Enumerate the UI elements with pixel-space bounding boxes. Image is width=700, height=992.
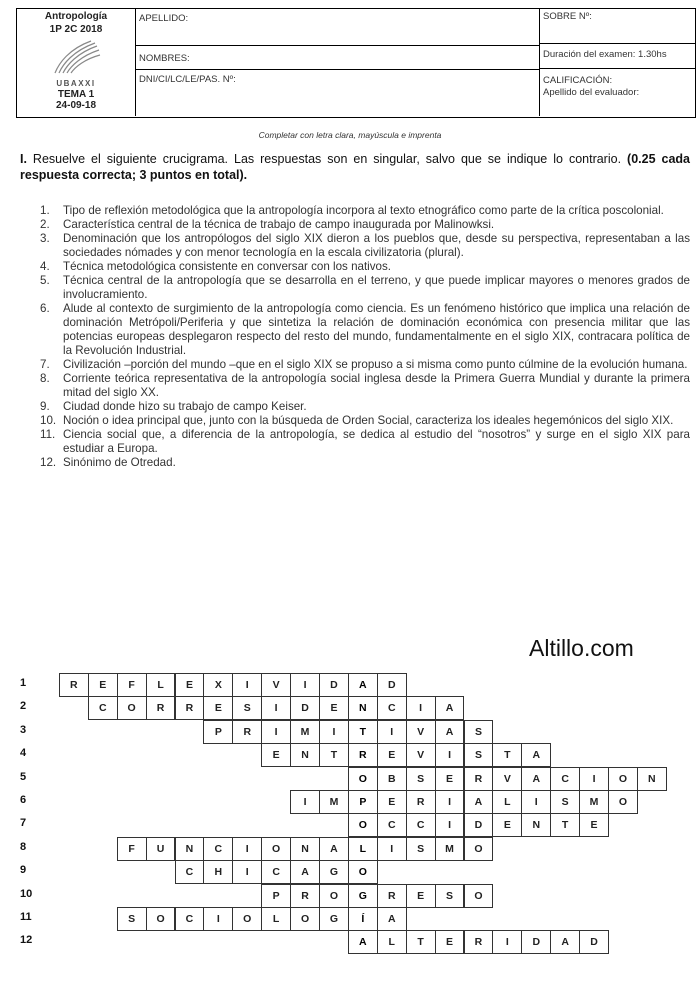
crossword-cell[interactable]: I [319, 720, 349, 744]
crossword-cell[interactable]: A [319, 837, 349, 861]
crossword-key-cell[interactable]: O [348, 813, 378, 837]
clue-text: Técnica central de la antropología que se desarrolla en el terreno, y que puede implicar mayores o menores grados de involucramiento. [63, 274, 690, 301]
clue-number: 3. [40, 232, 50, 245]
crossword-cell[interactable]: P [203, 720, 233, 744]
crossword-cell[interactable]: C [203, 837, 233, 861]
crossword-cell[interactable]: S [550, 790, 580, 814]
crossword-cell[interactable]: T [319, 743, 349, 767]
clue-item [40, 456, 690, 470]
crossword-cell[interactable]: R [290, 884, 320, 908]
nombres-label: NOMBRES: [139, 53, 190, 64]
crossword-cell[interactable]: R [146, 696, 176, 720]
crossword-cell[interactable]: U [146, 837, 176, 861]
crossword-cell[interactable]: G [319, 860, 349, 884]
clue-number: 4. [40, 260, 50, 273]
crossword-row-number: 7 [20, 817, 27, 830]
clue-item [40, 232, 690, 260]
crossword-cell[interactable]: C [377, 696, 407, 720]
crossword-key-cell[interactable]: L [348, 837, 378, 861]
clue-list [40, 204, 690, 470]
crossword-cell[interactable]: F [117, 673, 147, 697]
clue-text: Denominación que los antropólogos del siglo XIX dieron a los pueblos que, desde su perspectiva, representaban a las sociedades nómades y con menor tecnología en la escala civilizatoria (plural). [63, 232, 690, 259]
crossword-cell[interactable]: C [175, 860, 205, 884]
clue-number: 2. [40, 218, 50, 231]
clue-text: Civilización –porción del mundo –que en el siglo XIX se propuso a si misma como punto cúlmine de la evolución humana. [63, 358, 688, 371]
clue-item [40, 372, 690, 400]
crossword-row-number: 9 [20, 864, 27, 877]
exam-header [16, 8, 696, 118]
crossword-cell[interactable]: I [521, 790, 551, 814]
crossword-cell[interactable]: O [232, 907, 262, 931]
crossword-row-number: 2 [20, 700, 27, 713]
logo-text: UBAXXI [56, 79, 96, 88]
crossword-cell[interactable]: A [435, 720, 465, 744]
crossword-cell[interactable]: E [435, 930, 465, 954]
crossword-cell[interactable]: S [435, 884, 465, 908]
duracion-cell [539, 44, 695, 69]
crossword-cell[interactable]: L [377, 930, 407, 954]
crossword-cell[interactable]: I [435, 813, 465, 837]
crossword-cell[interactable]: S [232, 696, 262, 720]
crossword-cell[interactable]: D [377, 673, 407, 697]
crossword-row-number: 8 [20, 840, 27, 853]
crossword-cell[interactable]: R [377, 884, 407, 908]
crossword-cell[interactable]: E [377, 790, 407, 814]
crossword-cell[interactable]: D [290, 696, 320, 720]
student-info-column [135, 9, 540, 116]
sobre-field[interactable] [539, 9, 695, 44]
crossword-cell[interactable]: I [435, 743, 465, 767]
apellido-label: APELLIDO: [139, 13, 189, 24]
clue-number: 10. [40, 414, 57, 427]
crossword-cell[interactable]: T [550, 813, 580, 837]
crossword-key-cell[interactable]: T [348, 720, 378, 744]
sobre-label: SOBRE Nº: [543, 11, 592, 22]
crossword-cell[interactable]: I [290, 790, 320, 814]
crossword-cell[interactable]: L [492, 790, 522, 814]
crossword-cell[interactable]: R [175, 696, 205, 720]
crossword-cell[interactable]: L [146, 673, 176, 697]
crossword-cell[interactable]: C [377, 813, 407, 837]
crossword-cell[interactable]: S [406, 767, 436, 791]
crossword-cell[interactable]: E [203, 696, 233, 720]
crossword-cell[interactable]: I [232, 860, 262, 884]
crossword-cell[interactable]: S [464, 743, 494, 767]
crossword-cell[interactable]: X [203, 673, 233, 697]
clue-item [40, 218, 690, 232]
crossword-key-cell[interactable]: G [348, 884, 378, 908]
crossword-cell[interactable]: I [203, 907, 233, 931]
crossword-cell[interactable]: C [175, 907, 205, 931]
clue-item [40, 414, 690, 428]
crossword-cell[interactable]: C [550, 767, 580, 791]
crossword-cell[interactable]: I [261, 696, 291, 720]
clue-number: 8. [40, 372, 50, 385]
clue-item [40, 400, 690, 414]
crossword-cell[interactable]: P [261, 884, 291, 908]
crossword-cell[interactable]: M [435, 837, 465, 861]
crossword-key-cell[interactable]: A [348, 673, 378, 697]
crossword-cell[interactable]: N [175, 837, 205, 861]
question-text: Resuelve el siguiente crucigrama. Las respuestas son en singular, salvo que se indique lo contrario. [26, 152, 628, 166]
crossword-cell[interactable]: V [261, 673, 291, 697]
crossword-cell[interactable]: R [232, 720, 262, 744]
exam-date: 24-09-18 [55, 100, 97, 111]
crossword-cell[interactable]: C [88, 696, 118, 720]
crossword-cell[interactable]: V [406, 720, 436, 744]
crossword-cell[interactable]: R [464, 930, 494, 954]
clue-text: Técnica metodológica consistente en conversar con los nativos. [63, 260, 392, 273]
exam-tema [17, 89, 135, 111]
clue-number: 7. [40, 358, 50, 371]
crossword-cell[interactable]: C [406, 813, 436, 837]
exam-info-column [539, 9, 695, 116]
duracion-label: Duración del examen: 1.30hs [543, 49, 667, 60]
crossword-cell[interactable]: I [290, 673, 320, 697]
crossword-cell[interactable]: N [521, 813, 551, 837]
instruction-text: Completar con letra clara, mayúscula e imprenta [258, 130, 442, 140]
clue-text: Alude al contexto de surgimiento de la antropología como ciencia. Es un fenómeno histórico que implica una relación de dominación Metrópoli/Periferia y que sintetiza la relación de dominación económica con presencia militar que las potencias europeas desplegaron respecto del resto del mundo, fundamentalmente en el siglo XIX, contracara política de la Revolución Industrial. [63, 302, 690, 357]
crossword-cell[interactable]: T [406, 930, 436, 954]
question-statement [20, 152, 690, 183]
crossword-row-number: 3 [20, 723, 27, 736]
crossword-cell[interactable]: A [435, 696, 465, 720]
clue-number: 1. [40, 204, 50, 217]
clue-text: Ciudad donde hizo su trabajo de campo Keiser. [63, 400, 307, 413]
tema-label: TEMA 1 [57, 89, 95, 100]
crossword-cell[interactable]: E [492, 813, 522, 837]
crossword-cell[interactable]: N [290, 837, 320, 861]
crossword-cell[interactable]: D [464, 813, 494, 837]
crossword-cell[interactable]: S [406, 837, 436, 861]
crossword-cell[interactable]: O [290, 907, 320, 931]
crossword-key-cell[interactable]: O [348, 860, 378, 884]
crossword-cell[interactable]: V [406, 743, 436, 767]
crossword-row-number: 1 [20, 677, 27, 689]
clue-text: Noción o idea principal que, junto con la búsqueda de Orden Social, caracteriza los ideales hegemónicos del siglo XIX. [63, 414, 674, 427]
course-period: 1P 2C 2018 [49, 24, 103, 35]
crossword-cell[interactable]: I [435, 790, 465, 814]
question-points: (0.25 cada respuesta correcta; 3 puntos en total). [20, 152, 690, 182]
crossword-cell[interactable]: O [464, 837, 494, 861]
clue-item [40, 274, 690, 302]
question-number: I. [20, 152, 27, 166]
crossword-cell[interactable]: I [579, 767, 609, 791]
clue-item [40, 302, 690, 358]
calificacion-field[interactable] [539, 69, 695, 116]
crossword-cell[interactable]: I [261, 720, 291, 744]
crossword-cell[interactable]: D [319, 673, 349, 697]
crossword-cell[interactable]: I [492, 930, 522, 954]
course-name: Antropología [44, 11, 108, 22]
crossword-cell[interactable]: E [406, 884, 436, 908]
nombres-field[interactable] [135, 46, 539, 70]
crossword-cell[interactable]: H [203, 860, 233, 884]
crossword-cell[interactable]: B [377, 767, 407, 791]
crossword-cell[interactable]: M [319, 790, 349, 814]
crossword-row-number: 11 [20, 911, 32, 923]
clue-number: 9. [40, 400, 50, 413]
clue-number: 12. [40, 456, 57, 469]
crossword-cell[interactable]: E [435, 767, 465, 791]
crossword-cell[interactable]: A [550, 930, 580, 954]
crossword-cell[interactable]: I [232, 837, 262, 861]
clue-text: Tipo de reflexión metodológica que la antropología incorpora al texto etnográfico como parte de la crítica poscolonial. [63, 204, 664, 217]
crossword-cell[interactable]: A [521, 767, 551, 791]
crossword-cell[interactable]: A [521, 743, 551, 767]
crossword-cell[interactable]: E [377, 743, 407, 767]
clue-text: Sinónimo de Otredad. [63, 456, 176, 469]
crossword-cell[interactable]: S [464, 720, 494, 744]
course-info-box [17, 9, 136, 116]
crossword-cell[interactable]: E [319, 696, 349, 720]
crossword-cell[interactable]: E [175, 673, 205, 697]
clue-number: 11. [40, 428, 56, 441]
crossword-row-number: 4 [20, 747, 27, 760]
crossword-cell[interactable]: E [88, 673, 118, 697]
crossword-cell[interactable]: A [464, 790, 494, 814]
crossword-key-cell[interactable]: A [348, 930, 378, 954]
crossword-cell[interactable]: I [377, 837, 407, 861]
crossword-cell[interactable]: M [579, 790, 609, 814]
clue-text: Ciencia social que, a diferencia de la antropología, se dedica al estudio del “nosotros” y surge en el siglo XIX para estudiar a Europa. [63, 428, 690, 455]
crossword-cell[interactable]: R [464, 767, 494, 791]
watermark: Altillo.com [529, 635, 634, 661]
clue-text: Corriente teórica representativa de la antropología social inglesa desde la Primera Guerra Mundial y durante la primera mitad del siglo XX. [63, 372, 690, 399]
clue-item [40, 204, 690, 218]
crossword-cell[interactable]: O [608, 767, 638, 791]
crossword-cell[interactable]: O [146, 907, 176, 931]
crossword-cell[interactable]: O [117, 696, 147, 720]
crossword-cell[interactable]: O [608, 790, 638, 814]
crossword-cell[interactable]: N [637, 767, 667, 791]
crossword-cell[interactable]: N [290, 743, 320, 767]
crossword-cell[interactable]: F [117, 837, 147, 861]
dni-field[interactable] [135, 70, 539, 116]
crossword-cell[interactable]: E [579, 813, 609, 837]
crossword-cell[interactable]: A [377, 907, 407, 931]
crossword-cell[interactable]: O [261, 837, 291, 861]
crossword-key-cell[interactable]: R [348, 743, 378, 767]
crossword-cell[interactable]: M [290, 720, 320, 744]
crossword-cell[interactable]: G [319, 907, 349, 931]
crossword-key-cell[interactable]: O [348, 767, 378, 791]
crossword-cell[interactable]: V [492, 767, 522, 791]
crossword-row-number: 10 [20, 887, 33, 900]
crossword-cell[interactable]: C [261, 860, 291, 884]
university-emblem [51, 37, 101, 77]
clue-number: 6. [40, 302, 50, 315]
evaluador-label: Apellido del evaluador: [543, 87, 640, 98]
crossword-cell[interactable]: D [521, 930, 551, 954]
crossword-row-number: 5 [20, 770, 27, 783]
clue-text: Característica central de la técnica de trabajo de campo inaugurada por Malinowksi. [63, 218, 495, 231]
crossword-cell[interactable]: R [59, 673, 89, 697]
crossword-cell[interactable]: L [261, 907, 291, 931]
crossword-cell[interactable]: E [261, 743, 291, 767]
apellido-field[interactable] [135, 9, 539, 46]
crossword-cell[interactable]: I [232, 673, 262, 697]
clue-item [40, 428, 690, 456]
crossword-cell[interactable]: R [406, 790, 436, 814]
clue-item [40, 260, 690, 274]
crossword-key-cell[interactable]: Í [348, 907, 378, 931]
crossword-key-cell[interactable]: P [348, 790, 378, 814]
crossword-cell[interactable]: O [464, 884, 494, 908]
crossword-cell[interactable]: I [377, 720, 407, 744]
crossword-row-number: 6 [20, 794, 27, 806]
clue-item [40, 358, 690, 372]
calificacion-label: CALIFICACIÓN: [543, 75, 613, 86]
crossword-key-cell[interactable]: N [348, 696, 378, 720]
dni-label: DNI/CI/LC/LE/PAS. Nº: [139, 74, 236, 85]
crossword-cell[interactable]: S [117, 907, 147, 931]
crossword-cell[interactable]: D [579, 930, 609, 954]
crossword-cell[interactable]: I [406, 696, 436, 720]
crossword-cell[interactable]: A [290, 860, 320, 884]
clue-number: 5. [40, 274, 50, 287]
crossword-row-number: 12 [20, 934, 33, 947]
crossword-cell[interactable]: T [492, 743, 522, 767]
crossword-cell[interactable]: O [319, 884, 349, 908]
